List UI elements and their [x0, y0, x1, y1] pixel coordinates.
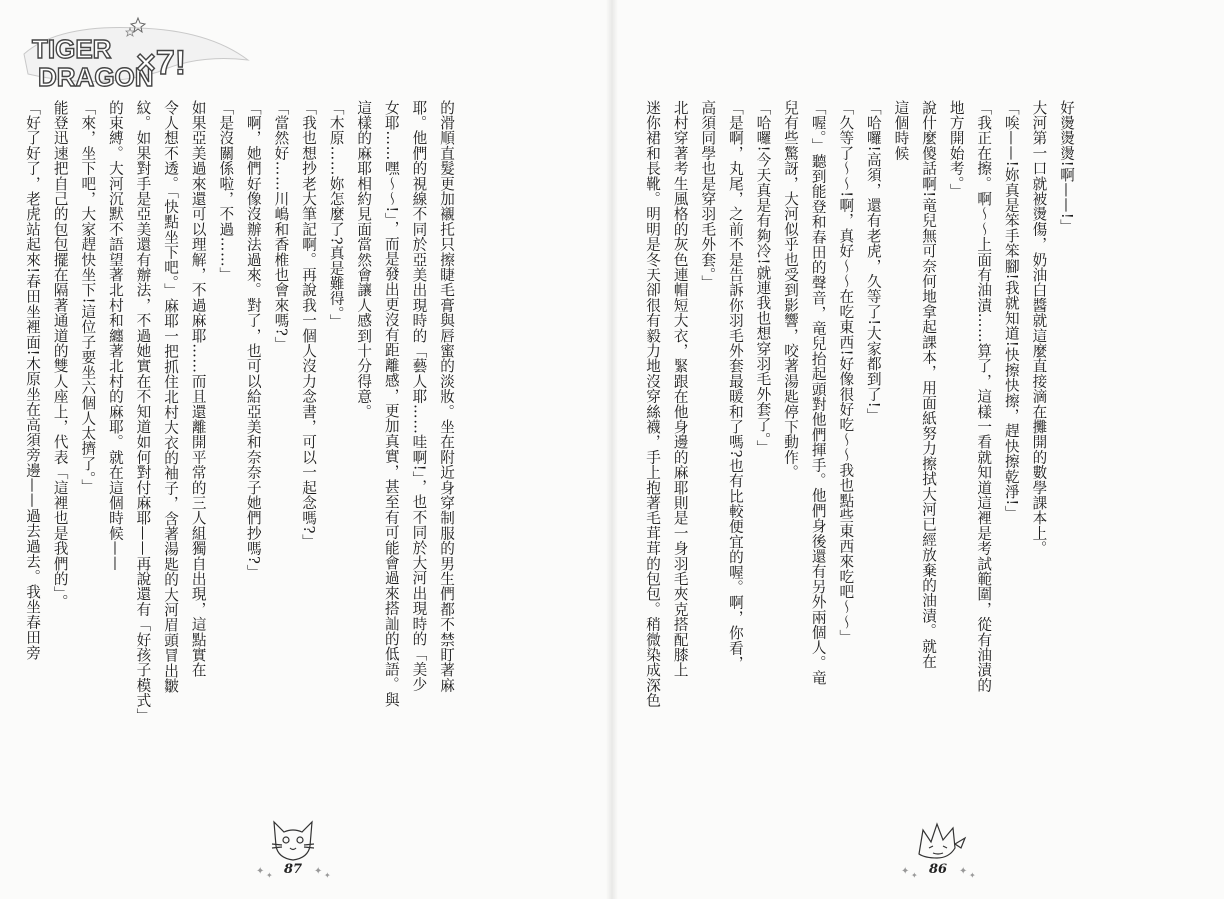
- page-number: 86: [928, 862, 948, 877]
- svg-text:✦: ✦: [314, 866, 323, 877]
- text-column: 「啊，她們好像沒辦法過來。對了，也可以給亞美和奈奈子她們抄嗎?」: [244, 100, 262, 580]
- text-column: 如果亞美過來還可以理解，不過麻耶……而且還離開平常的三人組獨自出現，這點實在: [189, 100, 207, 678]
- text-column: 大河第一口就被燙傷，奶油白醬就這麼直接滴在攤開的數學課本上。: [1030, 100, 1048, 556]
- text-column: 「唉——!妳真是笨手笨腳!我就知道!快擦快擦，趕快擦乾淨!」: [1002, 100, 1020, 522]
- text-column: 兒有些驚訝，大河似乎也受到影響，咬著湯匙停下動作。: [782, 100, 800, 480]
- text-column: 這個時候: [892, 100, 910, 161]
- text-column: 令人想不透。「快點坐下吧。」麻耶一把抓住北村大衣的袖子，含著湯匙的大河眉頭冒出皺: [162, 100, 180, 694]
- book-gutter: [606, 0, 618, 899]
- text-column: 「喔。」聽到能登和春田的聲音，竜兒抬起頭對他們揮手。他們身後還有另外兩個人。竜: [809, 100, 827, 686]
- text-column: 耶。他們的視線不同於亞美出現時的「藝人耶……哇啊!」，也不同於大河出現時的「美少: [410, 100, 428, 692]
- svg-text:✦: ✦: [911, 871, 918, 880]
- text-column: 紋。如果對手是亞美還有辦法，不過她實在不知道如何對付麻耶——再說還有「好孩子模式」: [134, 100, 152, 724]
- page-number-ornament: [893, 808, 983, 888]
- text-column: 女耶……嘿〜〜!」，而是發出更沒有距離感，更加真實，甚至有可能會過來搭訕的低語。與: [382, 100, 400, 708]
- tiger-dragon-logo: [18, 14, 253, 94]
- text-column: 「是沒關係啦，不過……」: [217, 100, 235, 283]
- text-column: 說什麼傻話啊!竜兒無可奈何地拿起課本，用面紙努力擦拭大河已經放棄的油漬。就在: [920, 100, 938, 669]
- logo-graphic: [18, 14, 253, 94]
- text-column: 「木原……妳怎麼了?真是難得。」: [327, 100, 345, 330]
- svg-text:✦: ✦: [969, 871, 976, 880]
- text-column: 迷你裙和長靴。明明是冬天卻很有毅力地沒穿絲襪，手上抱著毛茸茸的包包。稍微染成深色: [644, 100, 662, 708]
- svg-text:✦: ✦: [959, 866, 968, 877]
- text-column: 「哈囉!高須，還有老虎，久等了!大家都到了!」: [864, 100, 882, 424]
- text-column: 北村穿著考生風格的灰色連帽短大衣，緊跟在他身邊的麻耶則是一身羽毛夾克搭配膝上: [671, 100, 689, 678]
- text-column: 「好了好了，老虎站起來!春田坐裡面!木原坐在高須旁邊——過去過去。我坐春田旁: [24, 100, 42, 661]
- text-column: 「當然好……川嶋和香椎也會來嗎?」: [272, 100, 290, 352]
- text-column: 地方開始考。」: [947, 100, 965, 200]
- text-column: 「久等了〜〜!啊，真好〜〜在吃東西!好像很好吃〜〜我也點些東西來吃吧〜〜」: [837, 100, 855, 645]
- svg-text:✦: ✦: [324, 871, 331, 880]
- logo-suffix: ×7!: [136, 44, 187, 82]
- svg-text:✦: ✦: [256, 866, 265, 877]
- left-page-text: [24, 100, 460, 812]
- logo-line2: DRAGON: [38, 62, 154, 92]
- text-column: 的束縛。大河沉默不語望著北村和纏著北村的麻耶。就在這個時候——: [106, 100, 124, 572]
- text-column: 好燙燙燙!啊——!」: [1058, 100, 1075, 235]
- text-column: 「哈囉!今天真是有夠冷!就連我也想穿羽毛外套了。」: [754, 100, 772, 456]
- right-page-text: [644, 100, 1080, 812]
- svg-text:✦: ✦: [266, 871, 273, 880]
- text-column: 能登迅速把自己的包包擺在隔著通道的雙人座上，代表「這裡也是我們的」。: [51, 100, 69, 610]
- text-column: 「我也想抄老大筆記啊。再說我一個人沒力念書，可以一起念嗎?」: [300, 100, 318, 550]
- page-number-ornament: [248, 808, 338, 888]
- logo-line1: TIGER: [32, 34, 112, 64]
- text-column: 這樣的麻耶相約見面當然會讓人感到十分得意。: [355, 100, 373, 420]
- svg-text:✦: ✦: [901, 866, 910, 877]
- text-column: 的滑順直髮更加襯托只擦睫毛膏與唇蜜的淡妝。坐在附近身穿制服的男生們都不禁盯著麻: [438, 100, 455, 693]
- text-column: 高須同學也是穿羽毛外套。」: [699, 100, 717, 291]
- text-column: 「來，坐下吧，大家趕快坐下!這位子要坐六個人太擠了。」: [79, 100, 97, 495]
- text-column: 「是啊，丸尾，之前不是告訴你羽毛外套最暖和了嗎?也有比較便宜的喔。啊，你看，: [726, 100, 744, 671]
- text-column: 「我正在擦。啊〜〜上面有油漬……算了，這樣一看就知道這裡是考試範圍，從有油漬的: [975, 100, 993, 693]
- page-number: 87: [283, 862, 303, 877]
